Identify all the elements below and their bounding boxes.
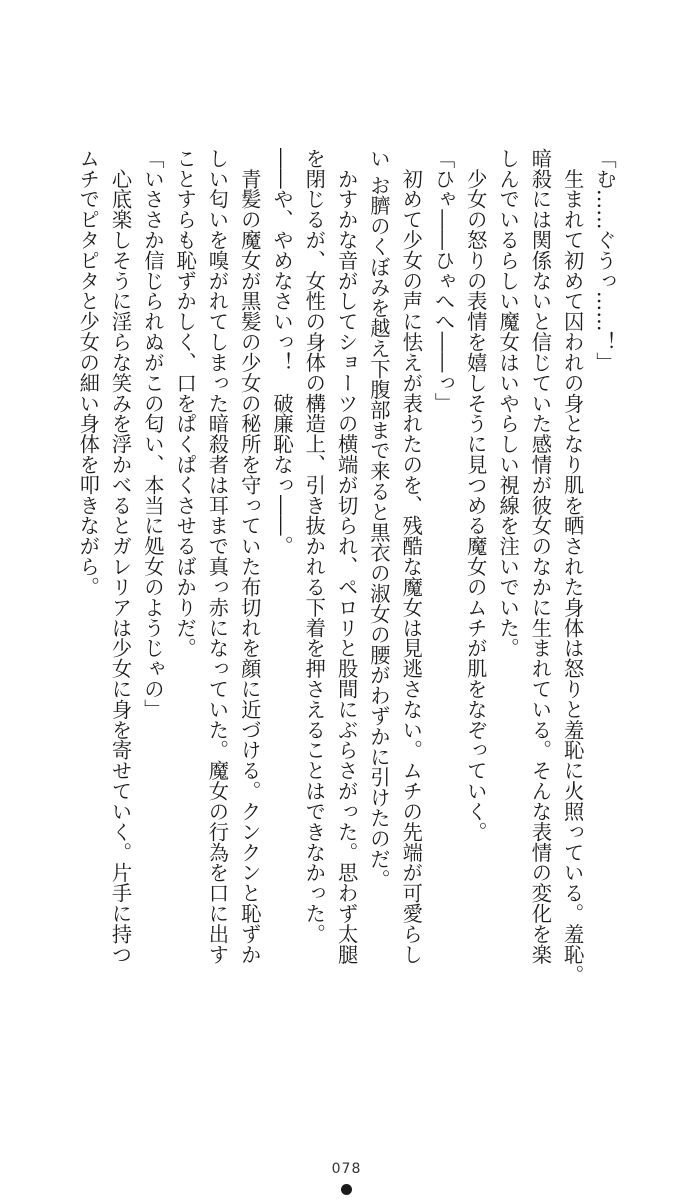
text-line: 心底楽しそうに淫らな笑みを浮かべるとガレリアは少女に身を寄せていく。片手に持つ <box>108 148 133 965</box>
page-marker-dot-icon <box>341 1184 352 1195</box>
text-line: 「む……ぐうっ……！」 <box>593 148 617 373</box>
text-line: ――や、やめなさいっ！ 破廉恥なっ――。 <box>270 148 295 557</box>
text-line: しい匂いを嗅がれてしまった暗殺者は耳まで真っ赤になっていた。魔女の行為を口に出す <box>205 148 230 965</box>
text-line: ことすらも恥ずかしく、口をぱくぱくさせるばかりだ。 <box>173 148 198 659</box>
text-line: かすかな音がしてショーツの横端が切られ、ペロリと股間にぶらさがった。思わず太腿 <box>334 148 359 965</box>
text-line: い お臍のくぼみを越え下腹部まで来ると黒衣の淑女の腰がわずかに引けたのだ。 <box>366 148 391 890</box>
text-line: 生まれて初めて囚われの身となり肌を晒された身体は怒りと羞恥に火照っている。羞恥。 <box>560 148 585 985</box>
page-number: 078 <box>331 1161 362 1177</box>
text-line: 少女の怒りの表情を嬉しそうに見つめる魔女のムチが肌をなぞっていく。 <box>463 148 488 842</box>
text-line: 暗殺には関係ないと信じていた感情が彼女のなかに生まれている。そんな表情の変化を楽 <box>528 148 553 965</box>
text-line: 初めて少女の声に怯えが表れたのを、残酷な魔女は見逃さない。ムチの先端が可愛らし <box>399 148 424 965</box>
text-line: ムチでピタピタと少女の細い身体を叩きながら。 <box>76 148 101 598</box>
text-line: しんでいるらしい魔女はいやらしい視線を注いでいた。 <box>496 148 521 659</box>
text-line: を閉じるが、女性の身体の構造上、引き抜かれる下着を押さえることはできなかった。 <box>302 148 327 944</box>
text-line: 「いささか信じられぬがこの匂い、本当に処女のようじゃの」 <box>140 148 165 720</box>
text-line: 青髪の魔女が黒髪の少女の秘所を守っていた布切れを顔に近づける。クンクンと恥ずか <box>237 148 262 965</box>
text-line: 「ひゃ――ひゃへへ――っ」 <box>431 148 456 414</box>
body-text <box>72 148 621 1120</box>
